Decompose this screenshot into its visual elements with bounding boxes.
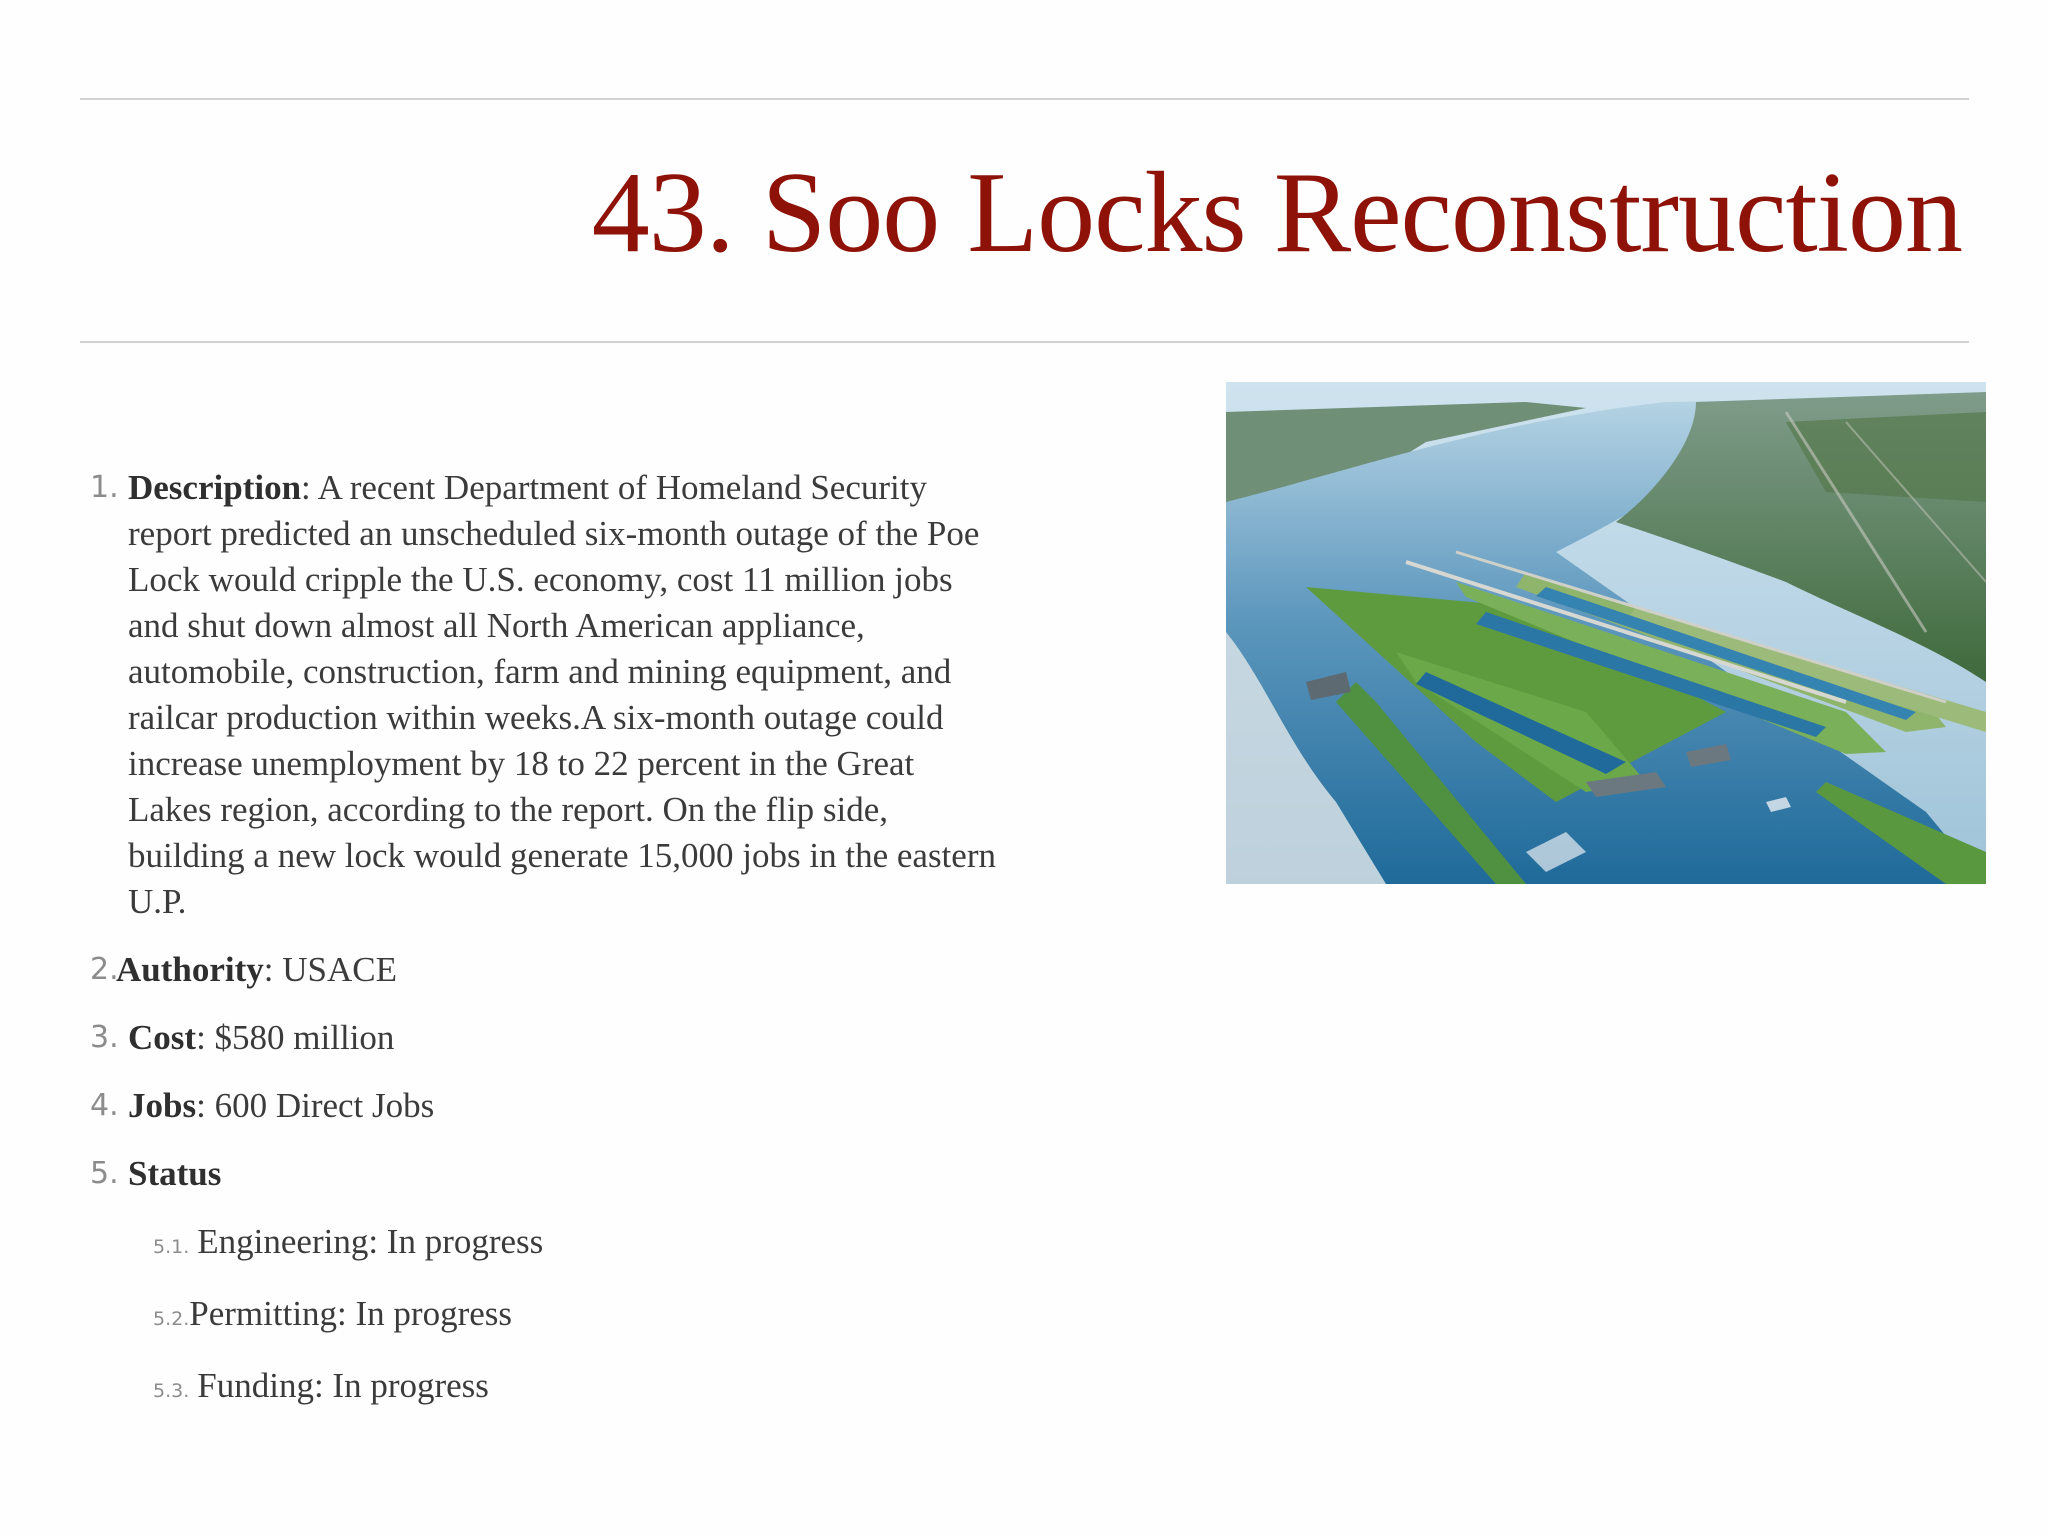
sublist-number: 5.2. <box>153 1308 190 1330</box>
soo-locks-aerial-photo <box>1226 382 1986 884</box>
aerial-photo-illustration <box>1226 382 1986 884</box>
list-item-cost <box>86 1015 1006 1061</box>
title-divider <box>80 341 1969 343</box>
status-item-engineering <box>153 1219 1006 1270</box>
status-engineering-text: Engineering: In progress <box>197 1222 544 1261</box>
authority-label: Authority <box>116 950 264 989</box>
list-number: 2. <box>90 952 119 987</box>
cost-value: $580 million <box>214 1018 395 1057</box>
label-separator: : <box>196 1086 215 1125</box>
jobs-value: 600 Direct Jobs <box>214 1086 435 1125</box>
list-number: 5. <box>90 1156 119 1191</box>
list-item-status <box>86 1151 1006 1414</box>
label-separator: : <box>301 468 318 507</box>
status-item-funding <box>153 1363 1006 1414</box>
label-separator: : <box>263 950 283 989</box>
list-item-jobs <box>86 1083 1006 1129</box>
status-sublist <box>108 1219 1006 1414</box>
list-number: 3. <box>90 1020 119 1055</box>
project-details-list <box>86 465 1006 1436</box>
jobs-label: Jobs <box>128 1086 197 1125</box>
top-divider <box>80 98 1969 100</box>
status-item-permitting <box>153 1291 1006 1342</box>
description-label: Description <box>128 468 302 507</box>
label-separator: : <box>196 1018 215 1057</box>
list-item-description <box>86 465 1006 925</box>
cost-label: Cost <box>128 1018 197 1057</box>
status-funding-text: Funding: In progress <box>197 1366 489 1405</box>
list-number: 1. <box>90 470 119 505</box>
list-item-authority <box>86 947 1006 993</box>
description-text: A recent Department of Homeland Security report predicted an unscheduled six-month outage of the Poe Lock would cripple the U.S. economy, cost 11 million jobs and shut down almost all North American appliance, automobile, construction, farm and mining equipment, and railcar production within weeks.A six-month outage could increase unemployment by 18 to 22 percent in the Great Lakes region, according to the report. On the flip side, building a new lock would generate 15,000 jobs in the eastern U.P. <box>128 468 996 921</box>
status-label: Status <box>128 1154 222 1193</box>
slide-title: 43. Soo Locks Reconstruction <box>591 149 1962 277</box>
status-permitting-text: Permitting: In progress <box>189 1294 513 1333</box>
sublist-number: 5.1. <box>153 1236 190 1258</box>
authority-value: USACE <box>282 950 398 989</box>
sublist-number: 5.3. <box>153 1380 190 1402</box>
list-number: 4. <box>90 1088 119 1123</box>
